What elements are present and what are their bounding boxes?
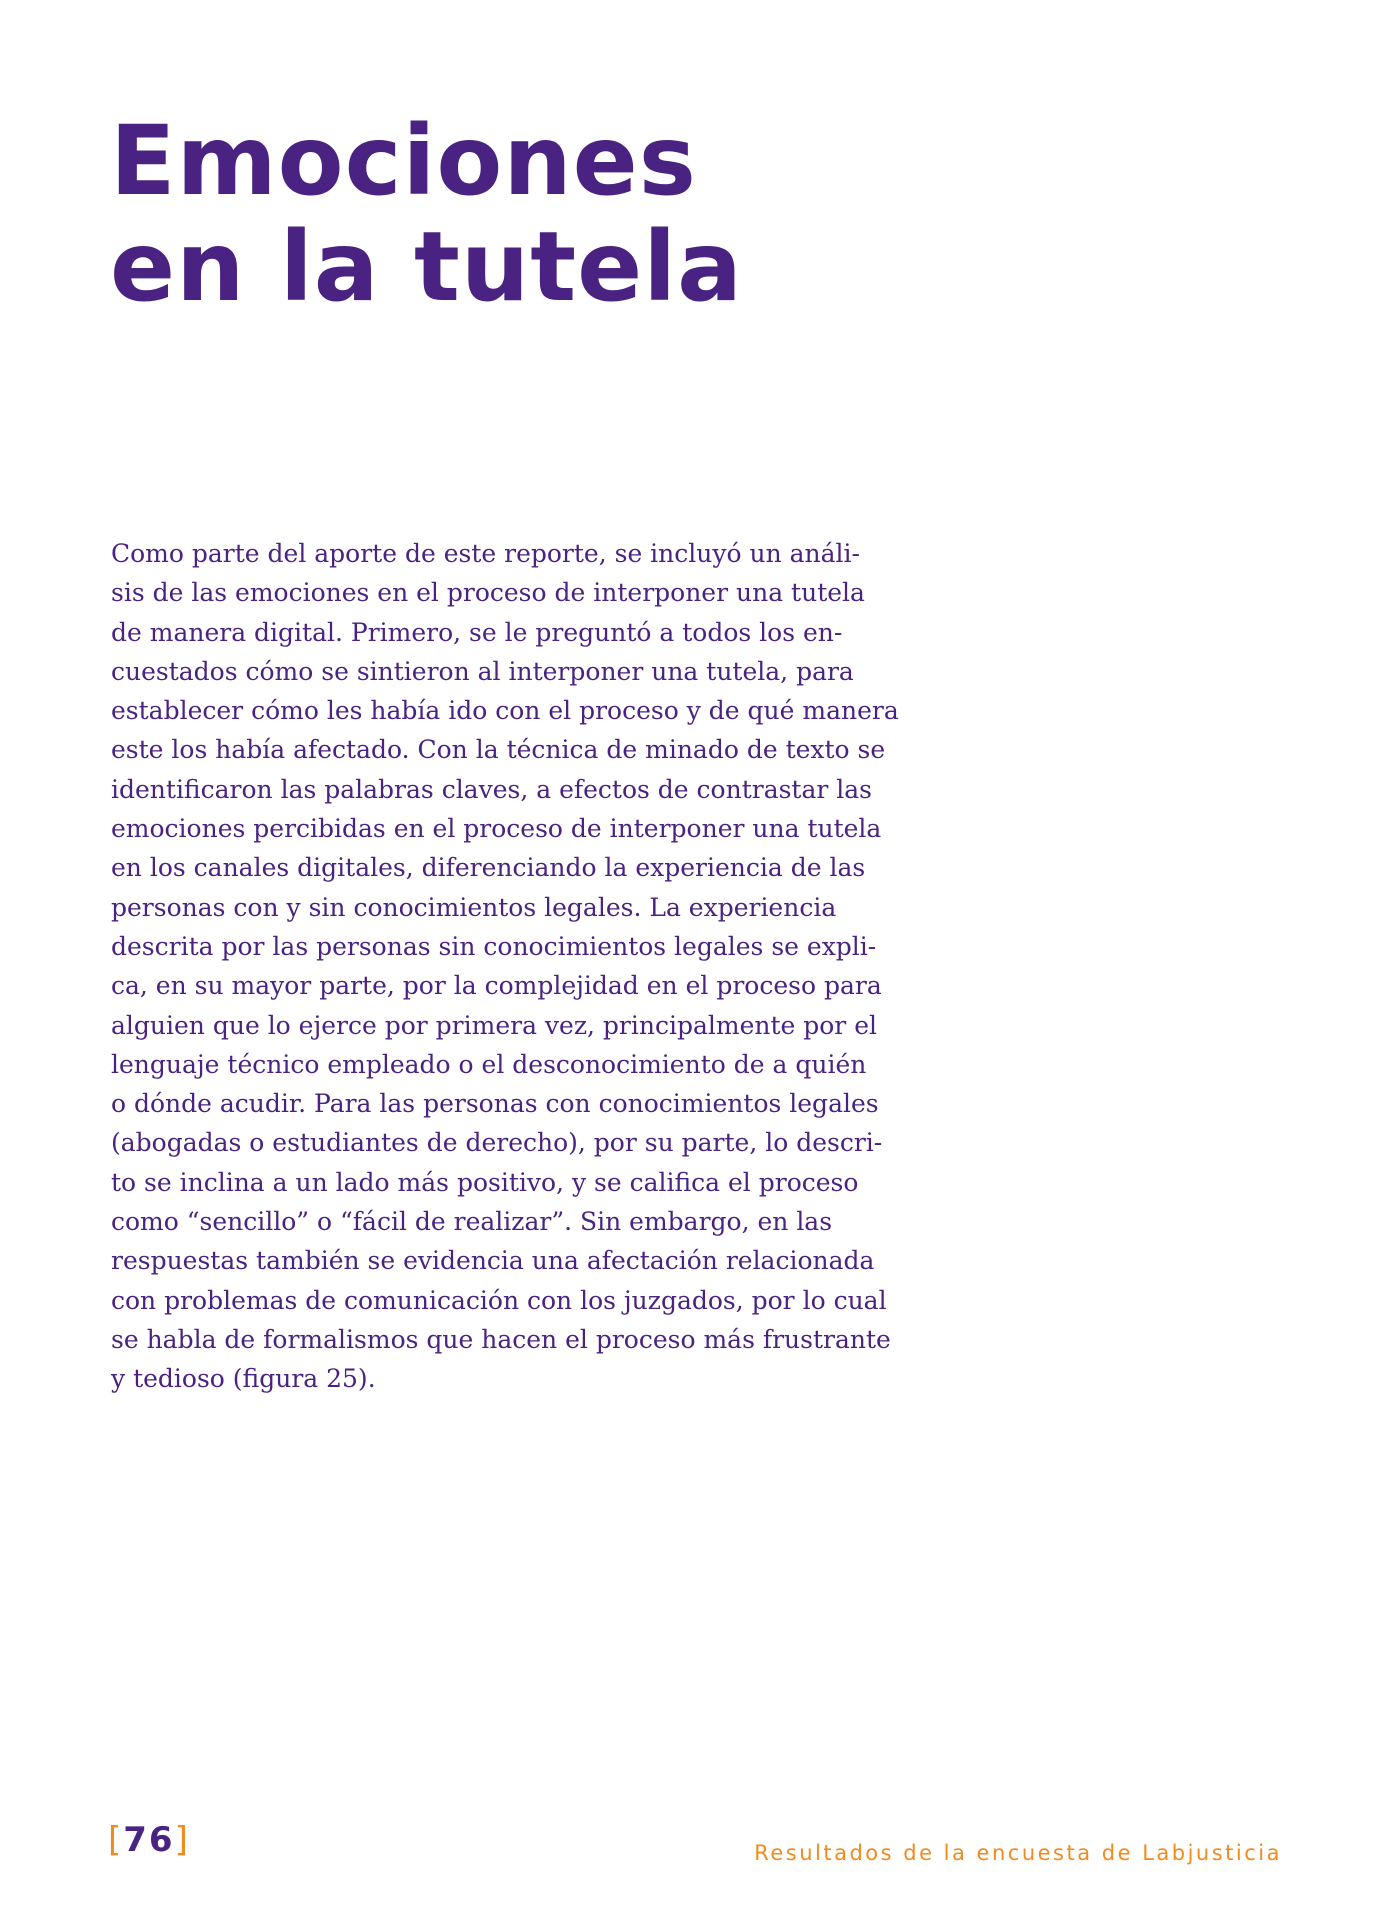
body-line: ca, en su mayor parte, por la complejidad en el proceso para: [111, 971, 882, 1001]
body-line: Como parte del aporte de este reporte, se incluyó un análi-: [111, 539, 860, 568]
body-line: sis de las emociones en el proceso de interponer una tutela: [111, 578, 865, 608]
body-line: personas con y sin conocimientos legales. La experiencia: [111, 892, 837, 922]
page-number: [108, 1820, 190, 1860]
body-line: alguien que lo ejerce por primera vez, principalmente por el: [111, 1010, 877, 1040]
body-line: descrita por las personas sin conocimientos legales se expli-: [111, 931, 877, 961]
body-line: identificaron las palabras claves, a efectos de contrastar las: [111, 774, 873, 804]
body-line: emociones percibidas en el proceso de interponer una tutela: [111, 814, 882, 844]
body-line: con problemas de comunicación con los juzgados, por lo cual: [111, 1285, 887, 1315]
page-number-bracket-close: ]: [174, 1820, 190, 1860]
body-line: este los había afectado. Con la técnica de minado de texto se: [111, 735, 886, 765]
page-title-line-2: en la tutela: [110, 211, 743, 323]
body-line: establecer cómo les había ido con el proceso y de qué manera: [111, 696, 899, 726]
body-line: (abogadas o estudiantes de derecho), por su parte, lo descri-: [111, 1128, 883, 1158]
body-line: en los canales digitales, diferenciando la experiencia de las: [111, 853, 866, 883]
body-line: cuestados cómo se sintieron al interponer una tutela, para: [111, 656, 854, 686]
page-number-bracket-open: [: [108, 1820, 124, 1860]
body-line: de manera digital. Primero, se le preguntó a todos los en-: [111, 617, 843, 647]
body-line: to se inclina a un lado más positivo, y se califica el proceso: [111, 1167, 859, 1197]
running-footer-title: Resultados de la encuesta de Labjusticia: [754, 1841, 1282, 1865]
body-line: como “sencillo” o “fácil de realizar”. Sin embargo, en las: [111, 1207, 833, 1237]
body-line: se habla de formalismos que hacen el proceso más frustrante: [111, 1324, 891, 1354]
body-line: respuestas también se evidencia una afectación relacionada: [111, 1246, 875, 1276]
body-paragraph: [111, 534, 899, 1399]
page-number-value: 76: [123, 1820, 175, 1860]
body-line: lenguaje técnico empleado o el desconocimiento de a quién: [111, 1049, 867, 1079]
body-line: y tedioso (figura 25).: [111, 1364, 376, 1394]
page-title: [110, 105, 743, 323]
page-title-line-1: Emociones: [110, 105, 697, 217]
body-line: o dónde acudir. Para las personas con conocimientos legales: [111, 1089, 879, 1119]
